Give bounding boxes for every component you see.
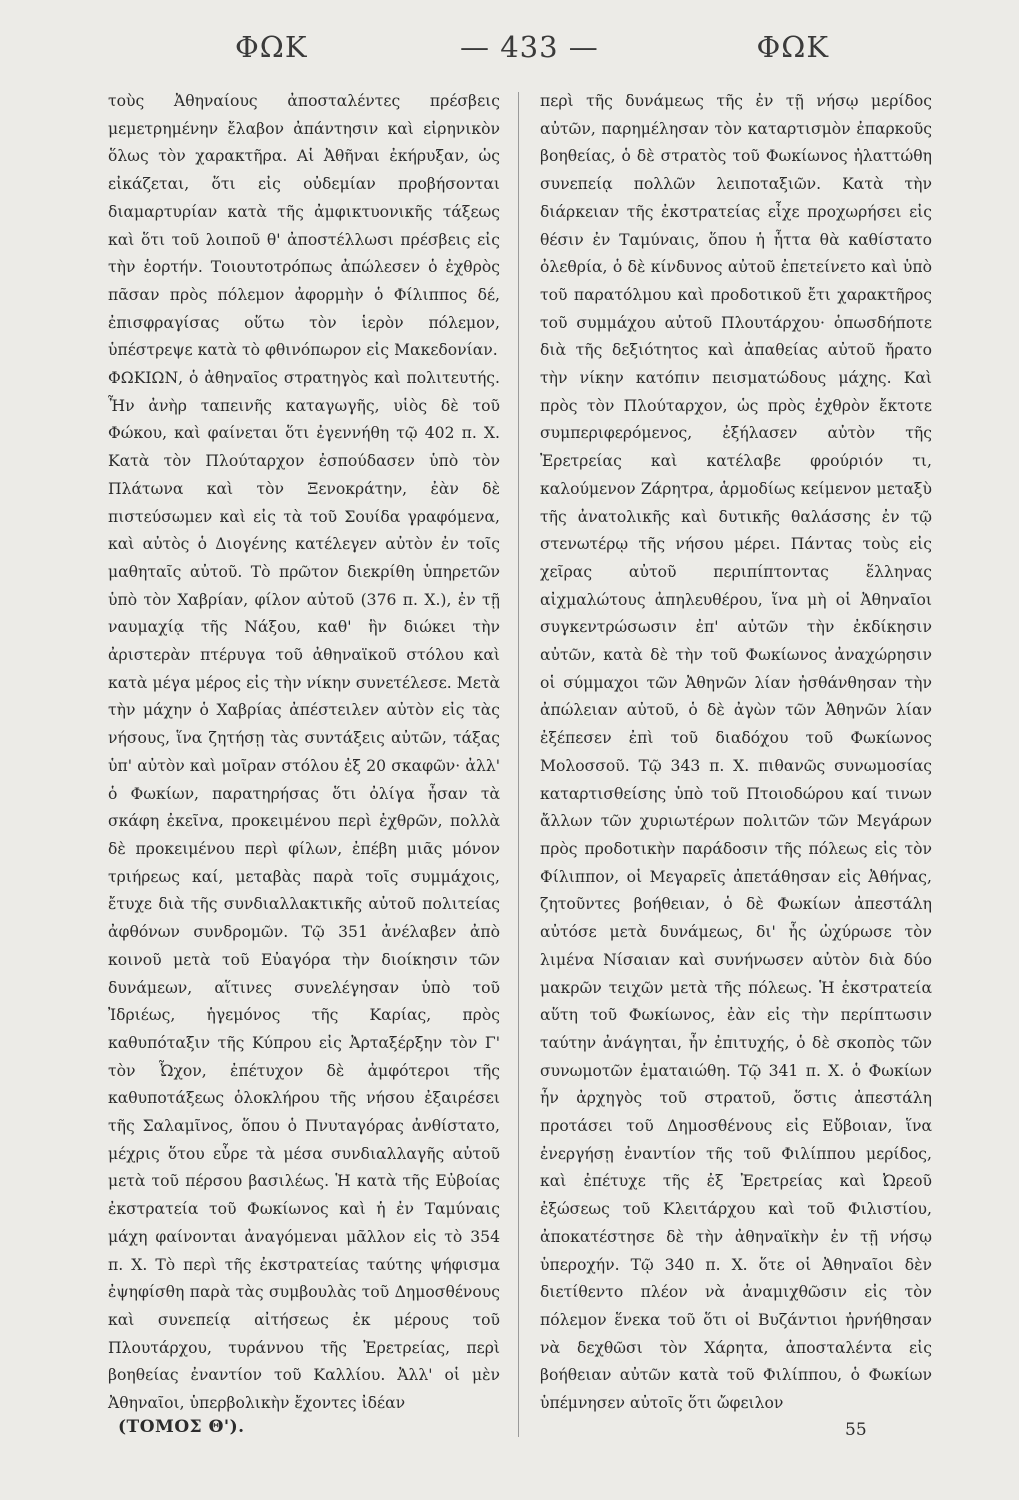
column-divider	[518, 92, 519, 1437]
left-paragraph-1: τοὺς Ἀθηναίους ἀποσταλέντες πρέσβεις μεμετρημένην ἔλαβον ἀπάντησιν καὶ εἰρηνικὸν ὅλως τὸν χαρακτῆρα. Αἱ Ἀθῆναι ἐκήρυξαν, ὡς εἰκάζεται, ὅτι εἰς οὐδεμίαν προβήσονται διαμαρτυρίαν κατὰ τῆς ἀμφικτυονικῆς τάξεως καὶ ὅτι τοῦ λοιποῦ θ' ἀποστέλλωσι πρέσβεις εἰς τὴν ἑορτήν. Τοιουτοτρόπως ἀπώλεσεν ὁ ἐχθρὸς πᾶσαν πρὸς πόλεμον ἀφορμὴν ὁ Φίλιππος δέ, ἐπισφραγίσας οὕτω τὸν ἱερὸν πόλεμον, ὑπέστρεψε κατὰ τὸ φθινόπωρον εἰς Μακεδονίαν.	[108, 92, 500, 360]
header-right-catchword: ΦΩΚ	[756, 30, 829, 64]
right-column	[540, 88, 932, 1418]
signature-mark: 55	[845, 1420, 867, 1440]
right-paragraph-1: περὶ τῆς δυνάμεως τῆς ἐν τῇ νήσῳ μερίδος αὐτῶν, παρημέλησαν τὸν καταρτισμὸν ἐπαρκοῦς βοηθείας, ὁ δὲ στρατὸς τοῦ Φωκίωνος ἠλαττώθη συνεπείᾳ πολλῶν λειποταξιῶν. Κατὰ τὴν διάρκειαν τῆς ἐκστρατείας εἶχε προχωρήσει εἰς θέσιν ἐν Ταμύναις, ὅπου ἡ ἧττα θὰ καθίστατο ὀλεθρία, ὁ δὲ κίνδυνος αὐτοῦ ἐπετείνετο καὶ ὑπὸ τοῦ παρατόλμου καὶ προδοτικοῦ ἔτι χαρακτῆρος τοῦ συμμάχου αὐτοῦ Πλουτάρχου· ὁπωσδήποτε διὰ τῆς δεξιότητος καὶ ἀπαθείας αὐτοῦ ἤρατο τὴν νίκην κατόπιν πεισματώδους μάχης. Καὶ πρὸς τὸν Πλούταρχον, ὡς πρὸς ἐχθρὸν ἔκτοτε συμπεριφερόμενος, ἐξήλασεν αὐτὸν τῆς Ἐρετρείας καὶ κατέλαβε φρούριόν τι, καλούμενον Ζάρητρα, ἁρμοδίως κείμενον μεταξὺ τῆς ἀνατολικῆς καὶ δυτικῆς θαλάσσης ἐν τῷ στενωτέρῳ τῆς νήσου μέρει. Πάντας τοὺς εἰς χεῖρας αὐτοῦ περιπίπτοντας ἕλληνας αἰχμαλώτους ἀπηλευθέρου, ἵνα μὴ οἱ Ἀθηναῖοι συγκεντρώσωσιν ἐπ' αὐτῶν τὴν ἐκδίκησιν αὐτῶν, κατὰ δὲ τὴν τοῦ Φωκίωνος ἀναχώρησιν οἱ σύμμαχοι τῶν Ἀθηνῶν λίαν ἠσθάνθησαν τὴν ἀπώλειαν αὐτοῦ, ὁ δὲ ἀγὼν τῶν Ἀθηνῶν λίαν ἐξέπεσεν ἐπὶ τοῦ διαδόχου τοῦ Φωκίωνος Μολοσσοῦ. Τῷ 343 π. Χ. πιθανῶς συνωμοσίας καταρτισθείσης ὑπὸ τοῦ Πτοιοδώρου καί τινων ἄλλων τῶν χυριωτέρων πολιτῶν τῶν Μεγάρων πρὸς προδοτικὴν παράδοσιν τῆς πόλεως εἰς τὸν Φίλιππον, οἱ Μεγαρεῖς ἀπετάθησαν εἰς Ἀθήνας, ζητοῦντες βοήθειαν, ὁ δὲ Φωκίων ἀπεστάλη αὐτόσε μετὰ δυνάμεως, δι' ἧς ὠχύρωσε τὸν λιμένα Νίσαιαν καὶ συνήνωσεν αὐτὸν διὰ δύο μακρῶν τειχῶν μετὰ τῆς πόλεως. Ἡ ἐκστρατεία αὕτη τοῦ Φωκίωνος, ἐὰν εἰς τὴν περίπτωσιν ταύτην ἀνάγηται, ἦν ἐπιτυχής, ὁ δὲ σκοπὸς τῶν συνωμοτῶν ἐματαιώθη. Τῷ 341 π. Χ. ὁ Φωκίων ἦν ἀρχηγὸς τοῦ στρατοῦ, ὅστις ἀπεστάλη προτάσει τοῦ Δημοσθένους εἰς Εὔβοιαν, ἵνα ἐνεργήσῃ ἐναντίον τῆς τοῦ Φιλίππου μερίδος, καὶ ἐπέτυχε τῆς ἐξ Ἐρετρείας καὶ Ὠρεοῦ ἐξώσεως τοῦ Κλειτάρχου καὶ τοῦ Φιλιστίου, ἀποκατέστησε δὲ τὴν ἀθηναϊκὴν ἐν τῇ νήσῳ ὑπεροχήν. Τῷ 340 π. Χ. ὅτε οἱ Ἀθηναῖοι δὲν διετίθεντο πλέον νὰ ἀναμιχθῶσιν εἰς τὸν πόλεμον ἕνεκα τοῦ ὅτι οἱ Βυζάντιοι ἠρνήθησαν νὰ δεχθῶσι τὸν Χάρητα, ἀποσταλέντα εἰς βοήθειαν αὐτῶν κατὰ τοῦ Φιλίππου, ὁ Φωκίων ὑπέμνησεν αὐτοῖς ὅτι ὤφειλον	[540, 92, 932, 1413]
page-number: — 433 —	[460, 30, 599, 64]
volume-label: (ΤΟΜΟΣ Θ').	[118, 1417, 245, 1437]
header-left-catchword: ΦΩΚ	[235, 30, 308, 64]
left-column	[108, 88, 500, 1418]
page-header	[95, 30, 944, 80]
left-paragraph-2: ΦΩΚΙΩΝ, ὁ ἀθηναῖος στρατηγὸς καὶ πολιτευτής. Ἦν ἀνὴρ ταπεινῆς καταγωγῆς, υἱὸς δὲ τοῦ Φώκου, καὶ φαίνεται ὅτι ἐγεννήθη τῷ 402 π. Χ. Κατὰ τὸν Πλούταρχον ἐσπούδασεν ὑπὸ τὸν Πλάτωνα καὶ τὸν Ξενοκράτην, ἐὰν δὲ πιστεύσωμεν καὶ εἰς τὰ τοῦ Σουίδα γραφόμενα, καὶ αὐτὸς ὁ Διογένης κατέλεγεν αὐτὸν ἐν τοῖς μαθηταῖς αὐτοῦ. Τὸ πρῶτον διεκρίθη ὑπηρετῶν ὑπὸ τὸν Χαβρίαν, φίλον αὐτοῦ (376 π. Χ.), ἐν τῇ ναυμαχίᾳ τῆς Νάξου, καθ' ἣν διώκει τὴν ἀριστερὰν πτέρυγα τοῦ ἀθηναϊκοῦ στόλου καὶ κατὰ μέγα μέρος εἰς τὴν νίκην συνετέλεσε. Μετὰ τὴν μάχην ὁ Χαβρίας ἀπέστειλεν αὐτὸν εἰς τὰς νήσους, ἵνα ζητήσῃ τὰς συντάξεις αὐτῶν, τάξας ὑπ' αὐτὸν καὶ μοῖραν στόλου ἐξ 20 σκαφῶν· ἀλλ' ὁ Φωκίων, παρατηρήσας ὅτι ὀλίγα ἦσαν τὰ σκάφη ἐκεῖνα, προκειμένου περὶ ἐχθρῶν, πολλὰ δὲ προκειμένου περὶ φίλων, ἐπέβη μιᾶς μόνον τριήρεως καί, μεταβὰς παρὰ τοῖς συμμάχοις, ἔτυχε διὰ τῆς συνδιαλλακτικῆς αὐτοῦ πολιτείας ἀφθόνων συνδρομῶν. Τῷ 351 ἀνέλαβεν ἀπὸ κοινοῦ μετὰ τοῦ Εὐαγόρα τὴν διοίκησιν τῶν δυνάμεων, αἵτινες συνελέγησαν ὑπὸ τοῦ Ἰδριέως, ἡγεμόνος τῆς Καρίας, πρὸς καθυπόταξιν τῆς Κύπρου εἰς Ἀρταξέρξην τὸν Γ' τὸν Ὦχον, ἐπέτυχον δὲ ἀμφότεροι τῆς καθυποτάξεως ὁλοκλήρου τῆς νήσου ἐξαιρέσει τῆς Σαλαμῖνος, ὅπου ὁ Πνυταγόρας ἀνθίστατο, μέχρις ὅτου εὗρε τὰ μέσα συνδιαλλαγῆς αὐτοῦ μετὰ τοῦ πέρσου βασιλέως. Ἡ κατὰ τῆς Εὐβοίας ἐκστρατεία τοῦ Φωκίωνος καὶ ἡ ἐν Ταμύναις μάχη φαίνονται ἀναγόμεναι μᾶλλον εἰς τὸ 354 π. Χ. Τὸ περὶ τῆς ἐκστρατείας ταύτης ψήφισμα ἐψηφίσθη παρὰ τὰς συμβουλὰς τοῦ Δημοσθένους καὶ συνεπείᾳ αἰτήσεως ἐκ μέρους τοῦ Πλουτάρχου, τυράννου τῆς Ἐρετρείας, περὶ βοηθείας ἐναντίον τοῦ Καλλίου. Ἀλλ' οἱ μὲν Ἀθηναῖοι, ὑπερβολικὴν ἔχοντες ἰδέαν	[108, 369, 500, 1413]
